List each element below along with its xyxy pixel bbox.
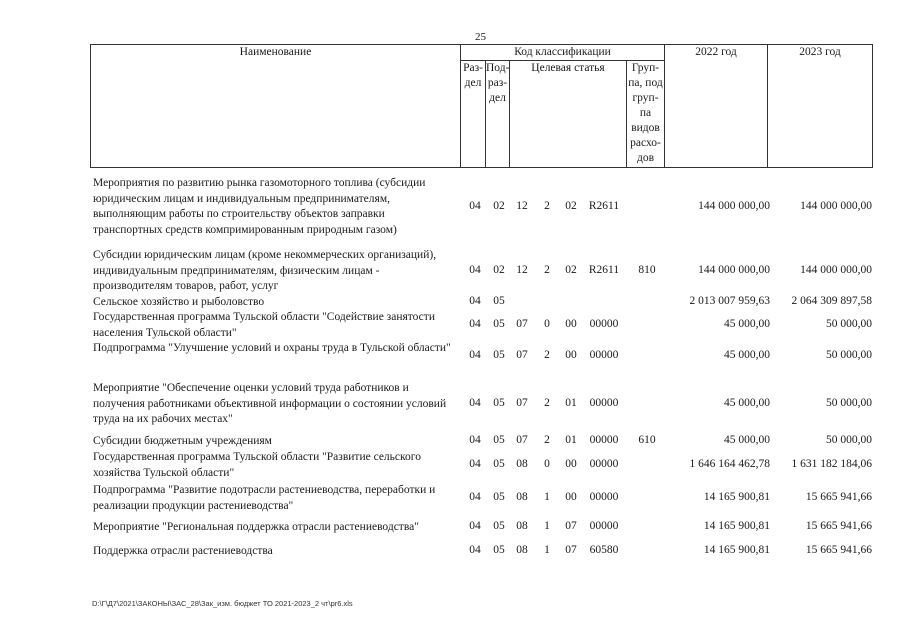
row-code-t3: 00 — [565, 317, 577, 330]
row-code-t2: 2 — [544, 396, 550, 409]
row-amount-y1: 14 165 900,81 — [703, 490, 770, 503]
row-code-rz: 04 — [469, 490, 481, 503]
row-amount-y2: 50 000,00 — [826, 434, 872, 446]
row-code-t4: 00000 — [589, 434, 619, 446]
row-name: Сельское хозяйство и рыболовство — [93, 296, 265, 308]
row-code-rz: 04 — [469, 544, 481, 556]
row-code-pr: 05 — [493, 457, 505, 470]
row-code-t1: 08 — [516, 520, 528, 532]
row-code-rz: 04 — [469, 263, 481, 276]
col-year1-header: 2022 год — [665, 45, 768, 168]
row-code-t3: 07 — [565, 520, 577, 532]
row-code-t3: 02 — [565, 263, 577, 276]
row-code-pr: 05 — [493, 434, 505, 446]
row-code-rz: 04 — [469, 457, 481, 470]
row-code-t4: 00000 — [589, 490, 619, 503]
row-code-t2: 2 — [544, 348, 550, 361]
row-code-t2: 0 — [544, 317, 550, 330]
row-code-rz: 04 — [469, 520, 481, 532]
row-code-t1: 08 — [516, 544, 528, 556]
table-row — [90, 310, 880, 340]
col-section-header: Раз- дел — [461, 61, 486, 168]
row-code-t2: 1 — [544, 544, 550, 556]
row-code-t1: 08 — [516, 490, 528, 503]
row-name: Субсидии бюджетным учреждениям — [93, 435, 272, 447]
table-row — [90, 248, 880, 294]
col-target-header: Целевая статья — [510, 61, 627, 168]
col-name-header: Наименование — [91, 45, 461, 168]
row-amount-y2: 50 000,00 — [826, 348, 872, 361]
row-code-vr: 610 — [638, 434, 656, 446]
row-code-t1: 08 — [516, 457, 528, 470]
row-amount-y2: 50 000,00 — [826, 396, 872, 409]
col-code-header: Код классификации — [461, 45, 665, 61]
row-code-t2: 2 — [544, 263, 550, 276]
col-group-header: Груп- па, под груп- па видов расхо- дов — [627, 61, 665, 168]
page-number: 25 — [475, 31, 486, 43]
row-amount-y2: 2 064 309 897,58 — [791, 295, 872, 307]
table-row — [90, 434, 880, 449]
row-code-t4: 00000 — [589, 457, 619, 470]
table-row — [90, 544, 880, 559]
row-code-t4: 00000 — [589, 520, 619, 532]
row-code-pr: 05 — [493, 544, 505, 556]
table-row — [90, 176, 880, 238]
row-code-rz: 04 — [469, 348, 481, 361]
row-code-t1: 07 — [516, 348, 528, 361]
row-code-t2: 1 — [544, 490, 550, 503]
table-row — [90, 295, 880, 310]
table-row — [90, 341, 880, 371]
row-amount-y1: 14 165 900,81 — [703, 520, 770, 532]
row-name: Мероприятия по развитию рынка газомоторного топлива (субсидии юридическим лицам и индивидуальным предпринимателям, выполняющим работы по строительству объектов заправки транспортных средств компримированным природным газом) — [93, 177, 426, 236]
row-amount-y1: 45 000,00 — [724, 317, 770, 330]
row-code-t2: 2 — [544, 434, 550, 446]
row-code-pr: 05 — [493, 295, 505, 307]
row-code-t4: R2611 — [588, 263, 620, 276]
row-amount-y1: 45 000,00 — [724, 348, 770, 361]
row-code-pr: 05 — [493, 348, 505, 361]
row-code-pr: 05 — [493, 317, 505, 330]
row-name: Подпрограмма "Улучшение условий и охраны труда в Тульской области" — [93, 342, 451, 354]
row-code-vr: 810 — [638, 263, 656, 276]
row-name: Мероприятие "Обеспечение оценки условий труда работников и получения работниками объективной информации о состоянии условий труда на их рабочих местах" — [93, 382, 447, 425]
row-amount-y1: 144 000 000,00 — [698, 199, 770, 212]
table-header — [90, 44, 873, 168]
row-name: Подпрограмма "Развитие подотрасли растениеводства, переработки и реализации продукции растениеводства" — [93, 484, 436, 512]
row-name: Субсидии юридическим лицам (кроме некоммерческих организаций), индивидуальным предпринимателям, физическим лицам - производителям товаров, работ, услуг — [93, 249, 437, 292]
row-code-t3: 02 — [565, 199, 577, 212]
row-code-t1: 07 — [516, 434, 528, 446]
row-amount-y1: 45 000,00 — [724, 434, 770, 446]
row-amount-y2: 15 665 941,66 — [805, 544, 872, 556]
row-code-t1: 07 — [516, 396, 528, 409]
table-row — [90, 381, 880, 427]
table-row — [90, 483, 880, 513]
row-name: Поддержка отрасли растениеводства — [93, 545, 273, 557]
table-row — [90, 450, 880, 480]
row-code-pr: 05 — [493, 520, 505, 532]
row-name: Мероприятие "Региональная поддержка отрасли растениеводства" — [93, 521, 419, 533]
row-amount-y2: 50 000,00 — [826, 317, 872, 330]
row-amount-y1: 144 000 000,00 — [698, 263, 770, 276]
row-code-pr: 05 — [493, 490, 505, 503]
file-path-footer: D:\Г\Д7\2021\ЗАКОНЫ\ЗАС_28\Зак_изм. бюджет ТО 2021-2023_2 чт\pr6.xls — [92, 599, 353, 608]
row-code-rz: 04 — [469, 317, 481, 330]
row-code-t1: 12 — [516, 199, 528, 212]
row-name: Государственная программа Тульской области "Содействие занятости населения Тульской области" — [93, 311, 435, 339]
row-code-t3: 00 — [565, 348, 577, 361]
row-code-t1: 07 — [516, 317, 528, 330]
row-code-rz: 04 — [469, 295, 481, 307]
row-code-t4: 00000 — [589, 396, 619, 409]
row-amount-y2: 144 000 000,00 — [800, 199, 872, 212]
row-amount-y2: 15 665 941,66 — [805, 520, 872, 532]
row-code-t4: 60580 — [589, 544, 619, 556]
row-code-t2: 1 — [544, 520, 550, 532]
row-amount-y1: 1 646 164 462,78 — [689, 457, 770, 470]
row-name: Государственная программа Тульской области "Развитие сельского хозяйства Тульской области" — [93, 451, 421, 479]
col-subsection-header: Под- раз- дел — [486, 61, 510, 168]
row-code-t2: 0 — [544, 457, 550, 470]
row-amount-y2: 15 665 941,66 — [805, 490, 872, 503]
row-amount-y1: 2 013 007 959,63 — [689, 295, 770, 307]
row-amount-y2: 1 631 182 184,06 — [791, 457, 872, 470]
row-code-t4: R2611 — [588, 199, 620, 212]
row-amount-y2: 144 000 000,00 — [800, 263, 872, 276]
table-row — [90, 520, 880, 535]
row-code-t3: 00 — [565, 457, 577, 470]
row-code-t4: 00000 — [589, 317, 619, 330]
row-code-t3: 01 — [565, 396, 577, 409]
row-amount-y1: 14 165 900,81 — [703, 544, 770, 556]
row-code-pr: 02 — [493, 199, 505, 212]
row-code-rz: 04 — [469, 434, 481, 446]
row-amount-y1: 45 000,00 — [724, 396, 770, 409]
row-code-pr: 02 — [493, 263, 505, 276]
row-code-rz: 04 — [469, 396, 481, 409]
col-year2-header: 2023 год — [768, 45, 873, 168]
row-code-t4: 00000 — [589, 348, 619, 361]
row-code-t2: 2 — [544, 199, 550, 212]
row-code-t3: 01 — [565, 434, 577, 446]
row-code-pr: 05 — [493, 396, 505, 409]
row-code-rz: 04 — [469, 199, 481, 212]
row-code-t3: 07 — [565, 544, 577, 556]
row-code-t3: 00 — [565, 490, 577, 503]
row-code-t1: 12 — [516, 263, 528, 276]
